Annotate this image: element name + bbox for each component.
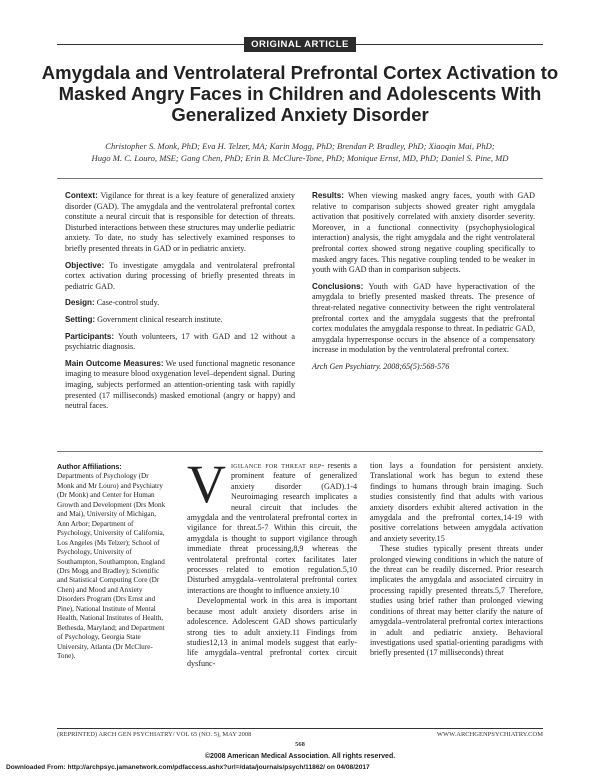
copyright-notice: ©2008 American Medical Association. All rights reserved. bbox=[204, 753, 396, 760]
body-column-1 bbox=[187, 454, 358, 669]
author-line-2: Hugo M. C. Louro, MSE; Gang Chen, PhD; Erin B. McClure-Tone, PhD; Monique Ernst, MD, PhD; Daniel S. Pine, MD bbox=[91, 153, 509, 163]
intro-paragraph-1: Vigilance for threat rep- resents a prominent feature of generalized anxiety disorder (GAD).1-4 Neuroimaging research implicates a neural circuit that includes the amygdala and the ventrolateral prefrontal cortex in vigilance for threat.5-7 Within this circuit, the amygdala is thought to support vigilance through immediate threat processing,8,9 whereas the ventrolateral prefrontal cortex facilitates later processes related to emotion regulation.5,10 Disturbed amygdala–ventrolateral prefrontal cortex interactions are thought to influence anxiety.10 bbox=[187, 454, 358, 595]
abstract-context: Context: Vigilance for threat is a key feature of generalized anxiety disorder (GAD). The amygdala and the ventrolateral prefrontal cortex constitute a neural circuit that is responsible for detection of threats. Disturbed interactions between these structures may underlie pediatric anxiety. To date, no study has selectively examined responses to briefly presented threats in GAD or in pediatric anxiety. bbox=[65, 191, 295, 253]
article-title: Amygdala and Ventrolateral Prefrontal Cortex Activation to Masked Angry Faces in Children and Adolescents With Generalized Anxiety Disorder bbox=[41, 62, 559, 125]
download-stamp: Downloaded From: http://archpsyc.jamanetwork.com/pdfaccess.ashx?url=/data/journals/psych/11862/ on 04/08/2017 bbox=[6, 764, 370, 771]
abstract-conclusions: Conclusions: Youth with GAD have hyperactivation of the amygdala to briefly presented masked threats. The presence of threat-related negative connectivity between the right ventrolateral prefrontal cortex and the amygdala suggests that the prefrontal cortex modulates the amygdala response to threat. In pediatric GAD, amygdala hyperresponse occurs in the absence of a compensatory increase in modulation by the ventrolateral prefrontal cortex. bbox=[312, 281, 535, 355]
footer-website: WWW.ARCHGENPSYCHIATRY.COM bbox=[436, 731, 543, 738]
abstract-column-left bbox=[65, 191, 295, 418]
abstract-top-rule bbox=[57, 178, 543, 179]
author-line-1: Christopher S. Monk, PhD; Eva H. Telzer, MA; Karin Mogg, PhD; Brendan P. Bradley, PhD; Xiaoqin Mai, PhD; bbox=[105, 141, 495, 151]
abstract-participants: Participants: Youth volunteers, 17 with GAD and 12 without a psychiatric diagnosis. bbox=[65, 331, 295, 352]
abstract-measures: Main Outcome Measures: We used functional magnetic resonance imaging to measure blood oxygenation level–dependent signal. During imaging, subjects performed an attention-orienting task with rapidly presented (17 milliseconds) masked emotional (angry or happy) and neutral faces. bbox=[65, 358, 295, 411]
intro-paragraph-4: These studies typically present threats under prolonged viewing conditions in which the nature of the threat can be readily discerned. Prior research implicates the amygdala and associated circuitry in processing rapidly presented threats.5,7 Therefore, studies using brief rather than prolonged viewing conditions of threat may better clarify the nature of amygdala–ventrolateral prefrontal cortex interactions in adult and pediatric anxiety. Behavioral investigations used spatial-orienting paradigms with briefly presented (17 milliseconds) threat bbox=[370, 544, 543, 658]
author-affiliations bbox=[57, 462, 167, 662]
abstract-column-right bbox=[312, 191, 535, 379]
drop-cap: V bbox=[187, 454, 226, 514]
intro-paragraph-2: Developmental work in this area is important because most adult anxiety disorders arise in adolescence. Adolescent GAD shows particularly strong ties to adult anxiety.11 Findings from studies12,13 in animal models suggest that early-life amygdala–ventral prefrontal cortex circuit dysfunc- bbox=[187, 596, 357, 668]
abstract-bottom-rule bbox=[57, 451, 543, 452]
abstract-setting: Setting: Government clinical research institute. bbox=[65, 314, 223, 324]
intro-paragraph-3: tion lays a foundation for persistent anxiety. Translational work has begun to extend these findings to humans through brain imaging. Such studies consistently find that adults with various anxiety disorders exhibit altered activation in the amygdala and the prefrontal cortex,14-19 with positive correlations between amygdala activation and anxiety severity.15 bbox=[370, 461, 543, 543]
section-label: ORIGINAL ARTICLE bbox=[244, 37, 356, 52]
affiliations-text: Departments of Psychology (Dr Monk and Mr Louro) and Psychiatry (Dr Monk) and Center for Human Growth and Development (Drs Monk and Mai), University of Michigan, Ann Arbor; Department of Psychology, University of California, Los Angeles (Ms Telzer); School of Psychology, University of Southampton, Southampton, England (Drs Mogg and Bradley); Scientific and Statistical Computing Core (Dr Chen) and Mood and Anxiety Disorders Program (Drs Ernst and Pine), National Institute of Mental Health, National Institutes of Health, Bethesda, Maryland; and Department of Psychology, Georgia State University, Atlanta (Dr McClure-Tone). bbox=[57, 472, 166, 661]
footer-rule bbox=[57, 728, 543, 729]
article-citation: Arch Gen Psychiatry. 2008;65(5):568-576 bbox=[312, 361, 450, 371]
body-column-2 bbox=[370, 461, 543, 659]
footer-journal: (REPRINTED) ARCH GEN PSYCHIATRY/ VOL 65 (NO. 5), MAY 2008 bbox=[57, 731, 252, 738]
abstract-results: Results: When viewing masked angry faces, youth with GAD relative to comparison subjects showed greater right amygdala activation that positively correlated with anxiety disorder severity. Moreover, in a functional connectivity (psychophysiological interaction) analysis, the right amygdala and the right ventrolateral prefrontal cortex showed strong negative coupling specifically to masked angry faces. This negative coupling tended to be weaker in youth with GAD than in comparison subjects. bbox=[312, 191, 535, 275]
abstract-objective: Objective: To investigate amygdala and ventrolateral prefrontal cortex activation during processing of briefly presented threats in pediatric GAD. bbox=[65, 260, 295, 291]
author-list bbox=[40, 140, 560, 164]
abstract-design: Design: Case-control study. bbox=[65, 298, 160, 308]
affiliations-heading: Author Affiliations: bbox=[57, 462, 122, 471]
page-number: 568 bbox=[295, 741, 305, 748]
